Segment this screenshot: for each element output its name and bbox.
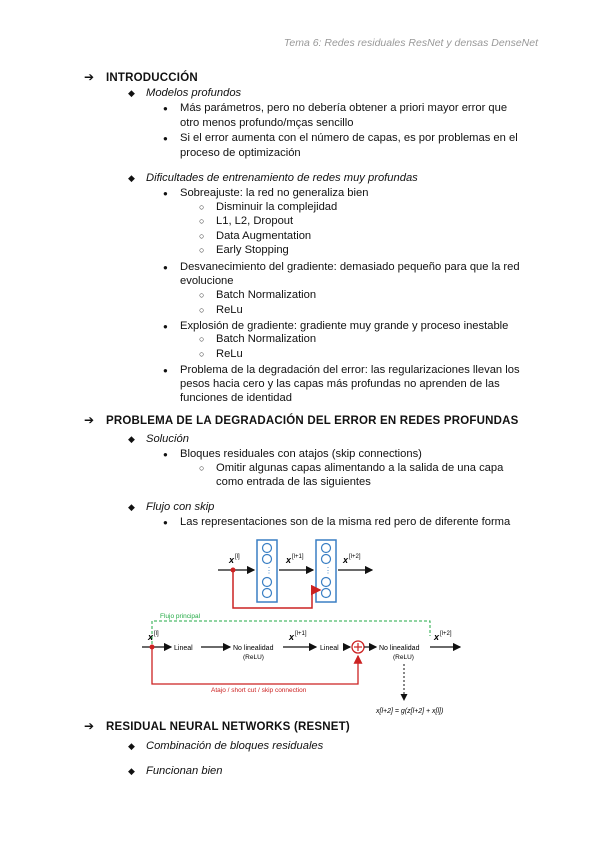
diamond-bullet-icon: ◆	[128, 434, 135, 444]
circle-bullet-icon: ○	[199, 216, 205, 226]
text-line: Sobreajuste: la red no generaliza bien	[180, 187, 369, 199]
text-line: Disminuir la complejidad	[216, 201, 338, 213]
circle-bullet-icon: ○	[199, 349, 205, 359]
skip-connection-line	[152, 647, 358, 684]
text-line: Explosión de gradiente: gradiente muy grande y proceso inestable	[180, 320, 509, 332]
residual-formula: x[l+2] = g(z[l+2] + x[l])	[376, 708, 444, 715]
x-l-sup: [l]	[154, 631, 159, 637]
x-l-sup: [l]	[235, 554, 240, 560]
relu-label-2: (ReLU)	[393, 654, 414, 661]
subsection-modelos: Modelos profundos	[146, 87, 242, 99]
text-line: ReLu	[216, 348, 243, 360]
x-l1-label: x	[289, 632, 295, 642]
no-linealidad-label-1: No linealidad	[233, 645, 274, 652]
no-linealidad-label-2: No linealidad	[379, 645, 420, 652]
bullet-icon: ●	[163, 450, 168, 459]
text-line: Si el error aumenta con el número de capas, es por problemas en el	[180, 132, 518, 144]
text-line: como entrada de las siguientes	[216, 476, 371, 488]
text-line: Omitir algunas capas alimentando a la salida de una capa	[216, 462, 504, 474]
text-line: pesos hacia cero y las capas más profundas no aprenden de las	[180, 378, 500, 390]
text-line: Early Stopping	[216, 244, 289, 256]
subsection-flujo: Flujo con skip	[146, 501, 215, 513]
text-line: evolucione	[180, 275, 234, 287]
circle-bullet-icon: ○	[199, 305, 205, 315]
x-l2-sup: [l+2]	[349, 554, 361, 560]
text-line: proceso de optimización	[180, 147, 301, 159]
circle-bullet-icon: ○	[199, 290, 205, 300]
x-l-label: x	[229, 555, 235, 565]
x-l2-label: x	[434, 632, 440, 642]
resnet-item-2: Funcionan bien	[146, 765, 223, 777]
arrow-icon: ➔	[84, 70, 95, 84]
bullet-icon: ●	[163, 134, 168, 143]
x-l2-label: x	[343, 555, 349, 565]
text-line: otro menos profundo/mças sencillo	[180, 117, 354, 129]
bullet-icon: ●	[163, 366, 168, 375]
x-l1-label: x	[286, 555, 292, 565]
section-title-problema: PROBLEMA DE LA DEGRADACIÓN DEL ERROR EN REDES PROFUNDAS	[106, 415, 519, 427]
relu-label-1: (ReLU)	[243, 654, 264, 661]
text-line: Problema de la degradación del error: las regularizaciones llevan los	[180, 364, 520, 376]
text-line: Batch Normalization	[216, 333, 317, 345]
circle-bullet-icon: ○	[199, 231, 205, 241]
lineal-label-1: Lineal	[174, 645, 193, 652]
circle-bullet-icon: ○	[199, 202, 205, 212]
text-line: ReLu	[216, 304, 243, 316]
text-line: Las representaciones son de la misma red pero de diferente forma	[180, 516, 511, 528]
page-header: Tema 6: Redes residuales ResNet y densas DenseNet	[283, 37, 538, 49]
section-title-intro: INTRODUCCIÓN	[106, 72, 198, 84]
text-line: Batch Normalization	[216, 289, 317, 301]
bullet-icon: ●	[163, 189, 168, 198]
resnet-item-1: Combinación de bloques residuales	[146, 740, 324, 752]
text-line: funciones de identidad	[180, 392, 292, 404]
svg-text:⋮: ⋮	[324, 566, 332, 575]
bullet-icon: ●	[163, 322, 168, 331]
atajo-label: Atajo / short cut / skip connection	[211, 687, 307, 694]
diamond-bullet-icon: ◆	[128, 502, 135, 512]
text-line: Desvanecimiento del gradiente: demasiado pequeño para que la red	[180, 261, 520, 273]
text-line: Bloques residuales con atajos (skip connections)	[180, 448, 422, 460]
text-line: Más parámetros, pero no debería obtener a priori mayor error que	[180, 102, 508, 114]
lineal-label-2: Lineal	[320, 645, 339, 652]
bullet-icon: ●	[163, 263, 168, 272]
bullet-icon: ●	[163, 518, 168, 527]
subsection-solucion: Solución	[146, 433, 189, 445]
svg-text:⋮: ⋮	[265, 566, 273, 575]
text-line: L1, L2, Dropout	[216, 215, 294, 227]
subsection-dificultades: Dificultades de entrenamiento de redes muy profundas	[146, 172, 418, 184]
circle-bullet-icon: ○	[199, 463, 205, 473]
arrow-icon: ➔	[84, 719, 95, 733]
diamond-bullet-icon: ◆	[128, 741, 135, 751]
circle-bullet-icon: ○	[199, 245, 205, 255]
circle-bullet-icon: ○	[199, 334, 205, 344]
x-l-label: x	[148, 632, 154, 642]
section-title-resnet: RESIDUAL NEURAL NETWORKS (RESNET)	[106, 721, 350, 733]
diamond-bullet-icon: ◆	[128, 766, 135, 776]
diamond-bullet-icon: ◆	[128, 88, 135, 98]
text-line: Data Augmentation	[216, 230, 312, 242]
x-l2-sup: [l+2]	[440, 631, 452, 637]
arrow-icon: ➔	[84, 413, 95, 427]
flujo-principal-label: Flujo principal	[160, 613, 201, 620]
bullet-icon: ●	[163, 104, 168, 113]
x-l1-sup: [l+1]	[292, 554, 304, 560]
diamond-bullet-icon: ◆	[128, 173, 135, 183]
x-l1-sup: [l+1]	[295, 631, 307, 637]
